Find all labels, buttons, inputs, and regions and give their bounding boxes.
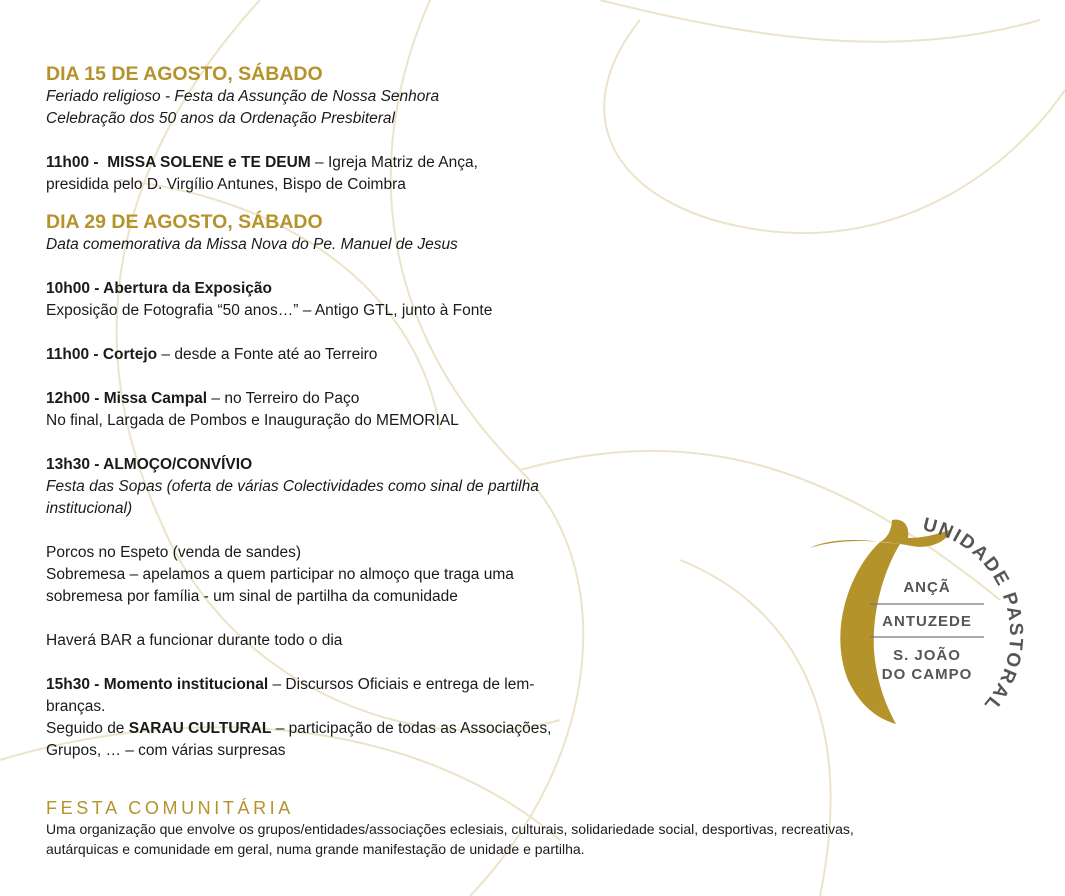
unidade-pastoral-logo (800, 510, 1060, 750)
event-exposicao-desc: Exposição de Fotografia “50 anos…” – Antigo GTL, junto à Fonte (46, 302, 493, 319)
event-institucional (46, 674, 606, 696)
logo-parish-3b: DO CAMPO (881, 666, 973, 683)
logo-parish-1: ANÇÃ (903, 579, 951, 596)
event-missa-campal (46, 388, 606, 410)
event-almoco-title: 13h30 - ALMOÇO/CONVÍVIO (46, 456, 253, 473)
event-cortejo (46, 344, 606, 366)
footer-title: FESTA COMUNITÁRIA (46, 798, 294, 818)
day1-event-time: 11h00 - (46, 154, 99, 171)
event-exposicao-title: 10h00 - Abertura da Exposição (46, 280, 272, 297)
day1-subtitle-2: Celebração dos 50 anos da Ordenação Presbiteral (46, 110, 395, 127)
sarau-cultural: SARAU CULTURAL (128, 720, 272, 737)
event-porcos-line2: Sobremesa – apelamos a quem participar no almoço que traga uma (46, 566, 514, 583)
event-missa-campal-title: 12h00 - Missa Campal (46, 390, 208, 407)
event-cortejo-desc: – desde a Fonte até ao Terreiro (157, 346, 378, 363)
day1-event-title: MISSA SOLENE e TE DEUM (107, 154, 311, 171)
day2-heading: DIA 29 DE AGOSTO, SÁBADO (46, 211, 323, 233)
event-missa-campal-desc: – no Terreiro do Paço (207, 390, 360, 407)
day1-heading: DIA 15 DE AGOSTO, SÁBADO (46, 63, 323, 85)
event-institucional-desc: – Discursos Oficiais e entrega de lem- (268, 676, 535, 693)
program-content (46, 62, 606, 762)
event-almoco-line3: institucional) (46, 500, 133, 517)
event-institucional-line4: Grupos, … – com várias surpresas (46, 742, 286, 759)
footer-line-1: Uma organização que envolve os grupos/entidades/associações eclesiais, culturais, solidariedade social, desportivas, recreativas, (46, 821, 854, 837)
logo-ring-text: UNIDADE PASTORAL (920, 514, 1027, 717)
footer (46, 797, 1026, 859)
day2-subtitle: Data comemorativa da Missa Nova do Pe. Manuel de Jesus (46, 236, 458, 253)
logo-parish-2: ANTUZEDE (882, 613, 972, 630)
event-bar: Haverá BAR a funcionar durante todo o dia (46, 632, 343, 649)
day1-event-line2: presidida pelo D. Virgílio Antunes, Bispo de Coimbra (46, 176, 406, 193)
cross-stem-icon (840, 542, 900, 724)
day1-subtitle-1: Feriado religioso - Festa da Assunção de Nossa Senhora (46, 88, 440, 105)
logo-parish-3a: S. JOÃO (893, 647, 961, 664)
event-institucional-title: 15h30 - Momento institucional (46, 676, 269, 693)
day1-event-desc: – Igreja Matriz de Ança, (310, 154, 478, 171)
event-porcos-line3: sobremesa por família - um sinal de partilha da comunidade (46, 588, 458, 605)
event-porcos-line1: Porcos no Espeto (venda de sandes) (46, 544, 302, 561)
event-cortejo-title: 11h00 - Cortejo (46, 346, 158, 363)
day1-event-line (46, 152, 606, 174)
event-institucional-line2: branças. (46, 698, 106, 715)
footer-line-2: autárquicas e comunidade em geral, numa grande manifestação de unidade e partilha. (46, 841, 585, 857)
event-almoco-line2: Festa das Sopas (oferta de várias Colectividades como sinal de partilha (46, 478, 539, 495)
event-sarau-line: Seguido de SARAU CULTURAL – participação de todas as Associações, (46, 720, 552, 737)
event-missa-campal-line2: No final, Largada de Pombos e Inauguração do MEMORIAL (46, 412, 459, 429)
